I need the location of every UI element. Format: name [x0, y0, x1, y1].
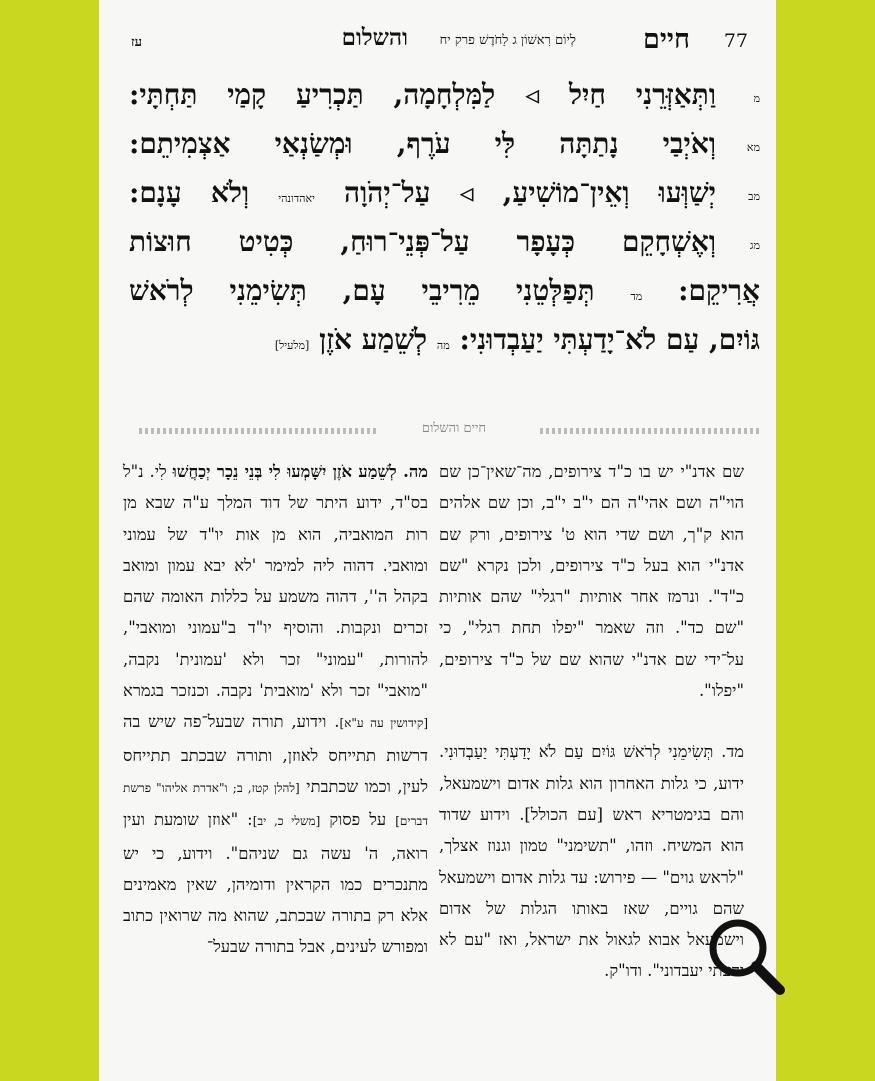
commentary-paragraph: שם אדנ"י יש בו כ"ד צירופים, מה־שאין־כן שם הוי"ה ושם אהי"ה הם י"ב י"ב, וכן שם אלהים הוא ק"ך, ושם שדי הוא ט' צירופים, ורק שם אדנ"י הוא בעל כ"ד צירופים, ולכן נקרא "שם כ"ד". ונרמז אחר אותיות "רגלי" שהם אותיות "שם כד". וזה שאמר "יפלו תחת רגלי", כי על־ידי שם אדנ"י שהוא שם של כ"ד צירופים, "יפלו".: [439, 462, 744, 701]
divider-label: חיים והשלום: [421, 421, 487, 436]
verse-line: [129, 176, 760, 225]
accent-note: [מלעיל]: [274, 339, 310, 352]
ornament-left: [139, 428, 379, 434]
commentary-paragraph: מד. תְּשִׂימֵנִי לְרֹאשׁ גּוֹיִם עַם לֹא יָדַעְתִּי יַעַבְדוּנִי. ידוע, כי גלות האחרון הוא גלות אדום וישמעאל, והם בגימטריא ראש [עם הכולל]. וידוע שדוד הוא המשיח. וזהו, "תשימני" טמון וגנוז אצלך, "לראש גוים" — פירוש: עד גלות אדום וישמעאל שהם גויים, שאז באותו הגלות של אדום וישמעאל אבוא לגאול את ישראל, ואז "עם לא ידעתי יעבדוני". ודו"ק.: [439, 742, 744, 981]
commentary-paragraph: מה. לְשֵׁמַע אֹזֶן יִשָּׁמְעוּ לִי בְּנֵי נֵכָר יְכַחֲשׁוּ לִי. נ"ל בס"ד, ידוע היתר של דוד המלך ע"ה שבא מן רות המואביה, הוא מן אות יו"ד של עמוני ומואבי. דהוה ליה למימר 'לא יבא עמון ומואב בקהל ה'', דהוה משמע על כללות האומה שהם זכרים ונקבות. והוסיף יו"ד ב"עמוני ומואבי", להורות, "עמוני" זכר ולא 'עמונית' נקבה, "מואבי" זכר ולא 'מואבית' נקבה. וכנזכר בגמרא [קידושין עה ע"א]. וידוע, תורה שבעל־פה שיש בה דרשות תתייחס לאוזן, ותורה שבכתב תתייחס לעין, וכמו שכתבתי [להלן קטז, ב; ו"אדרת אליהו" פרשת דברים] על פסוק [משלי כ, יב]: "אוזן שומעת ועין רואה, ה' עשה גם שניהם". וידוע, כי יש מתנכרים כמו הקראין ודומיהן, שאין מאמינים אלא רק בתורה שבכתב, שהוא מה שרואין כתוב ומפורש לעינים, אבל בתורה שבעל־: [123, 462, 429, 957]
commentary-column-right: [439, 456, 744, 987]
citation: [קידושין עה ע"א]: [339, 716, 429, 731]
verse-number: מב: [748, 190, 760, 203]
ornament-right: [540, 428, 762, 434]
verse-number: מא: [746, 141, 760, 154]
verse-block: [129, 78, 760, 372]
magnifier-icon[interactable]: [700, 910, 790, 1000]
verse-text: וְאֶשְׁחָקֵם כְּעָפָר עַל־פְּנֵי־רוּחַ, כְּטִיט חוּצוֹת: [129, 225, 716, 258]
verse-text: יְשַׁוְּעוּ וְאֵין־מוֹשִׁיעַ, ◃ עַל־יְהֹוָה יאהדונהי וְלֹא עָנָם:: [129, 176, 716, 209]
verse-text: אֲרִיקֵם: מד תְּפַלְּטֵנִי מֵרִיבֵי עָם, תְּשִׂימֵנִי לְרֹאשׁ: [129, 274, 760, 307]
verse-line: [129, 78, 760, 127]
page-number-hebrew: עז: [131, 35, 142, 50]
verse-line: [129, 225, 760, 274]
verse-text: וַתְּאַזְּרֵנִי חַיִל ◃ לַמִּלְחָמָה, תַּכְרִיעַ קָמַי תַּחְתָּי:: [129, 78, 716, 111]
verse-text: גּוֹיִם, עַם לֹא־יָדַעְתִּי יַעַבְדוּנִי: מה לְשֵׁמַע אֹזֶן [מלעיל]: [274, 323, 760, 356]
verse-number: מ: [753, 92, 760, 105]
verse-number: מג: [749, 239, 760, 252]
verse-line: [129, 127, 760, 176]
page-number: 77: [723, 30, 748, 52]
verse-line: [129, 323, 760, 372]
book-page: [99, 0, 776, 1081]
running-meta: לְיוֹם רִאשׁוֹן ג לַחֹדֶשׁ פרק יח: [439, 33, 576, 48]
commentary-heading: מה. לְשֵׁמַע אֹזֶן יִשָּׁמְעוּ לִי בְּנֵי נֵכָר יְכַחֲשׁוּ: [172, 462, 428, 481]
verse-number: מד: [630, 290, 643, 303]
running-title-left: והשלום: [341, 24, 408, 51]
verse-number: מה: [436, 339, 450, 352]
commentary-column-left: [123, 456, 428, 963]
divine-name-note: יאהדונהי: [278, 192, 315, 205]
section-divider: [139, 420, 762, 440]
citation: [להלן קטז, ב; ו"אדרת אליהו" פרשת דברים]: [123, 780, 429, 829]
verse-text: וְאֹיְבַי נָתַתָּה לִּי עֹרֶף, וּמְשַׂנְאַי אַצְמִיתֵם:: [129, 127, 716, 160]
running-title-right: חיים: [643, 24, 690, 55]
verse-line: [129, 274, 760, 323]
citation: [משלי כ, יב]: [252, 814, 321, 829]
